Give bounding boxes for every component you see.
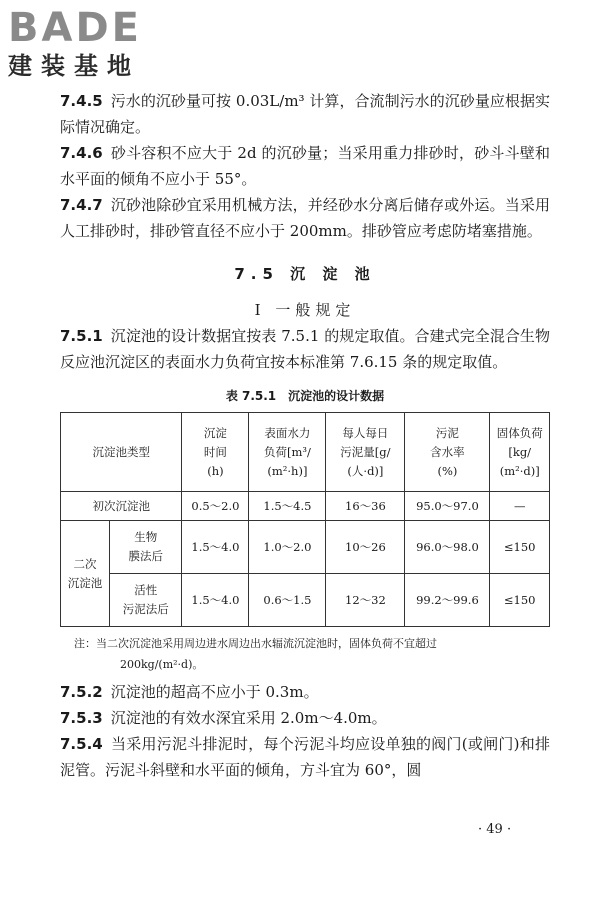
clause-number: 7.5.2 [60, 683, 103, 701]
section-subtitle: Ⅰ 一般规定 [254, 301, 356, 319]
clause-number: 7.5.4 [60, 735, 103, 753]
clause-text: 沉淀池的超高不应小于 0.3m。 [110, 683, 319, 701]
cell-time: 0.5～2.0 [182, 492, 249, 521]
note-line-1: 注：当二次沉淀池采用周边进水周边出水辐流沉淀池时，固体负荷不宜超过 [74, 637, 437, 650]
cell-load: 1.5～4.5 [249, 492, 326, 521]
cell-sludge: 12～32 [326, 574, 405, 627]
clause-7-4-6 [60, 140, 550, 192]
row-group-label: 二次 沉淀池 [61, 521, 110, 627]
clause-text: 沉淀池的设计数据宜按表 7.5.1 的规定取值。合建式完全混合生物反应池沉淀区的表面水力负荷宜按本标准第 7.6.15 条的规定取值。 [60, 327, 550, 371]
page-body [60, 88, 550, 783]
clause-number: 7.4.7 [60, 196, 103, 214]
cell-time: 1.5～4.0 [182, 521, 249, 574]
clause-number: 7.4.6 [60, 144, 103, 162]
cell-solids: ≤150 [490, 574, 550, 627]
cell-time: 1.5～4.0 [182, 574, 249, 627]
table-row [61, 492, 550, 521]
clause-7-4-5 [60, 88, 550, 140]
header-type: 沉淀池类型 [61, 413, 182, 492]
row-label: 初次沉淀池 [61, 492, 182, 521]
clause-7-5-3 [60, 705, 550, 731]
clause-text: 沉淀池的有效水深宜采用 2.0m～4.0m。 [110, 709, 387, 727]
clause-text: 当采用污泥斗排泥时，每个污泥斗均应设单独的阀门(或闸门)和排泥管。污泥斗斜壁和水平面的倾角，方斗宜为 60°，圆 [60, 735, 550, 779]
table-row [61, 574, 550, 627]
table-row [61, 521, 550, 574]
table-note [60, 633, 550, 675]
clause-7-4-7 [60, 192, 550, 244]
clause-number: 7.4.5 [60, 92, 103, 110]
cell-load: 1.0～2.0 [249, 521, 326, 574]
cell-solids: — [490, 492, 550, 521]
table-header-row [61, 413, 550, 492]
clause-number: 7.5.1 [60, 327, 103, 345]
table-caption: 表 7.5.1 沉淀池的设计数据 [225, 389, 385, 403]
clause-text: 污水的沉砂量可按 0.03L/m³ 计算，合流制污水的沉砂量应根据实际情况确定。 [60, 92, 550, 136]
header-time: 沉淀 时间 (h) [182, 413, 249, 492]
clause-text: 沉砂池除砂宜采用机械方法，并经砂水分离后储存或外运。当采用人工排砂时，排砂管直径不应小于 200mm。排砂管应考虑防堵塞措施。 [60, 196, 550, 240]
page-number: · 49 · [478, 822, 512, 837]
cell-sludge: 16～36 [326, 492, 405, 521]
note-line-2: 200kg/(m²·d)。 [120, 658, 204, 671]
section-title: 7.5 沉 淀 池 [234, 265, 376, 283]
clause-text: 砂斗容积不应大于 2d 的沉砂量；当采用重力排砂时，砂斗斗壁和水平面的倾角不应小于 55°。 [60, 144, 550, 188]
header-sludge: 每人每日 污泥量[g/ (人·d)] [326, 413, 405, 492]
cell-solids: ≤150 [490, 521, 550, 574]
cell-load: 0.6～1.5 [249, 574, 326, 627]
brand-logo [8, 6, 178, 86]
header-water: 污泥 含水率 (%) [405, 413, 490, 492]
cell-sludge: 10～26 [326, 521, 405, 574]
row-label: 活性 污泥法后 [110, 574, 182, 627]
logo-subtitle: 建装基地 [8, 52, 140, 80]
logo-brand-text: BADE [8, 5, 142, 51]
clause-7-5-1 [60, 323, 550, 375]
cell-water: 95.0～97.0 [405, 492, 490, 521]
cell-water: 96.0～98.0 [405, 521, 490, 574]
row-label: 生物 膜法后 [110, 521, 182, 574]
clause-number: 7.5.3 [60, 709, 103, 727]
cell-water: 99.2～99.6 [405, 574, 490, 627]
clause-7-5-2 [60, 679, 550, 705]
header-solids: 固体负荷 [kg/ (m²·d)] [490, 413, 550, 492]
header-load: 表面水力 负荷[m³/ (m²·h)] [249, 413, 326, 492]
design-data-table [60, 412, 550, 627]
clause-7-5-4 [60, 731, 550, 783]
